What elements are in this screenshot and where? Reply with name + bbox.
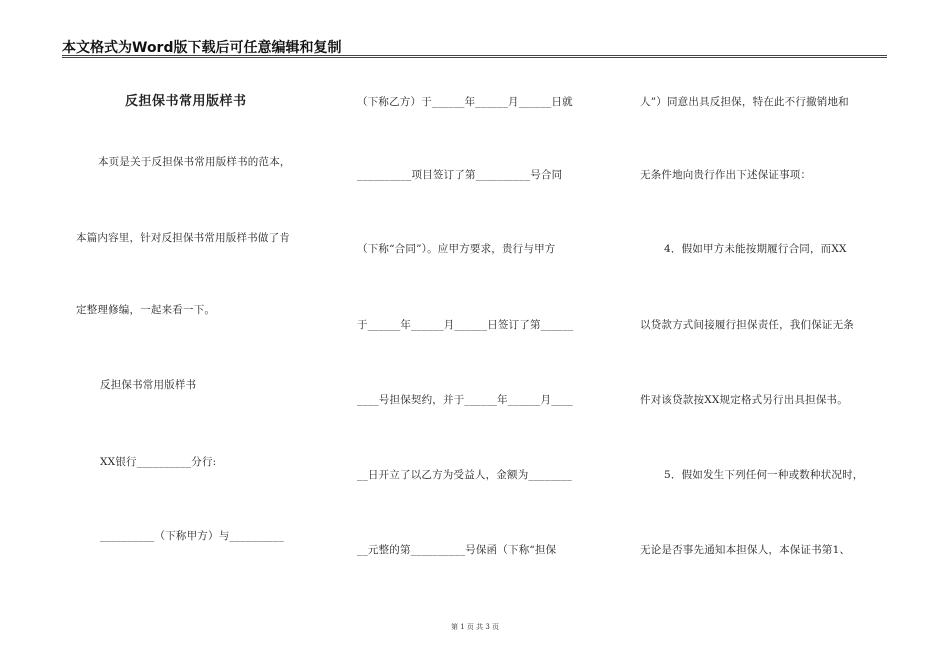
paragraph-line: 定整理修编，一起来看一下。: [76, 304, 216, 316]
paragraph-line: 无条件地向贵行作出下述保证事项：: [640, 169, 812, 181]
paragraph-line: （下称乙方）于______年______月______日就: [357, 96, 573, 108]
paragraph-line: XX银行__________分行:: [100, 456, 217, 468]
paragraph-line: 本篇内容里，针对反担保书常用版样书做了肯: [76, 232, 290, 244]
paragraph-line: 5．假如发生下列任何一种或数种状况时，: [664, 469, 864, 481]
paragraph-line: 于______年______月______日签订了第______: [357, 319, 574, 331]
paragraph-line: __________项目签订了第__________号合同: [357, 169, 563, 181]
paragraph-line: （下称“合同”）。应甲方要求，贵行与甲方: [357, 243, 556, 255]
paragraph-line: ____号担保契约，并于______年______月____: [357, 394, 573, 406]
paragraph-line: 4．假如甲方未能按期履行合同，而XX: [664, 243, 847, 255]
paragraph-line: 件对该贷款按XX规定格式另行出具担保书。: [640, 394, 848, 406]
paragraph-line: 以贷款方式间接履行担保责任，我们保证无条: [640, 319, 854, 331]
section-heading: 反担保书常用版样书: [100, 379, 197, 391]
page-number: 第 1 页 共 3 页: [450, 623, 500, 631]
header-rule: [62, 55, 887, 56]
paragraph-line: __日开立了以乙方为受益人，金额为________: [357, 469, 572, 481]
header-rule-secondary: [62, 57, 887, 58]
paragraph-line: __元整的第__________号保函（下称“担保: [357, 544, 557, 556]
paragraph-line: 本页是关于反担保书常用版样书的范本，: [98, 156, 291, 168]
paragraph-line: 无论是否事先通知本担保人，本保证书第1、: [640, 544, 851, 556]
paragraph-line: 人”）同意出具反担保，特在此不行撤销地和: [640, 96, 849, 108]
paragraph-line: __________（下称甲方）与__________: [100, 530, 284, 542]
document-header: 本文格式为Word版下载后可任意编辑和复制: [62, 40, 342, 56]
document-title: 反担保书常用版样书: [125, 94, 247, 109]
